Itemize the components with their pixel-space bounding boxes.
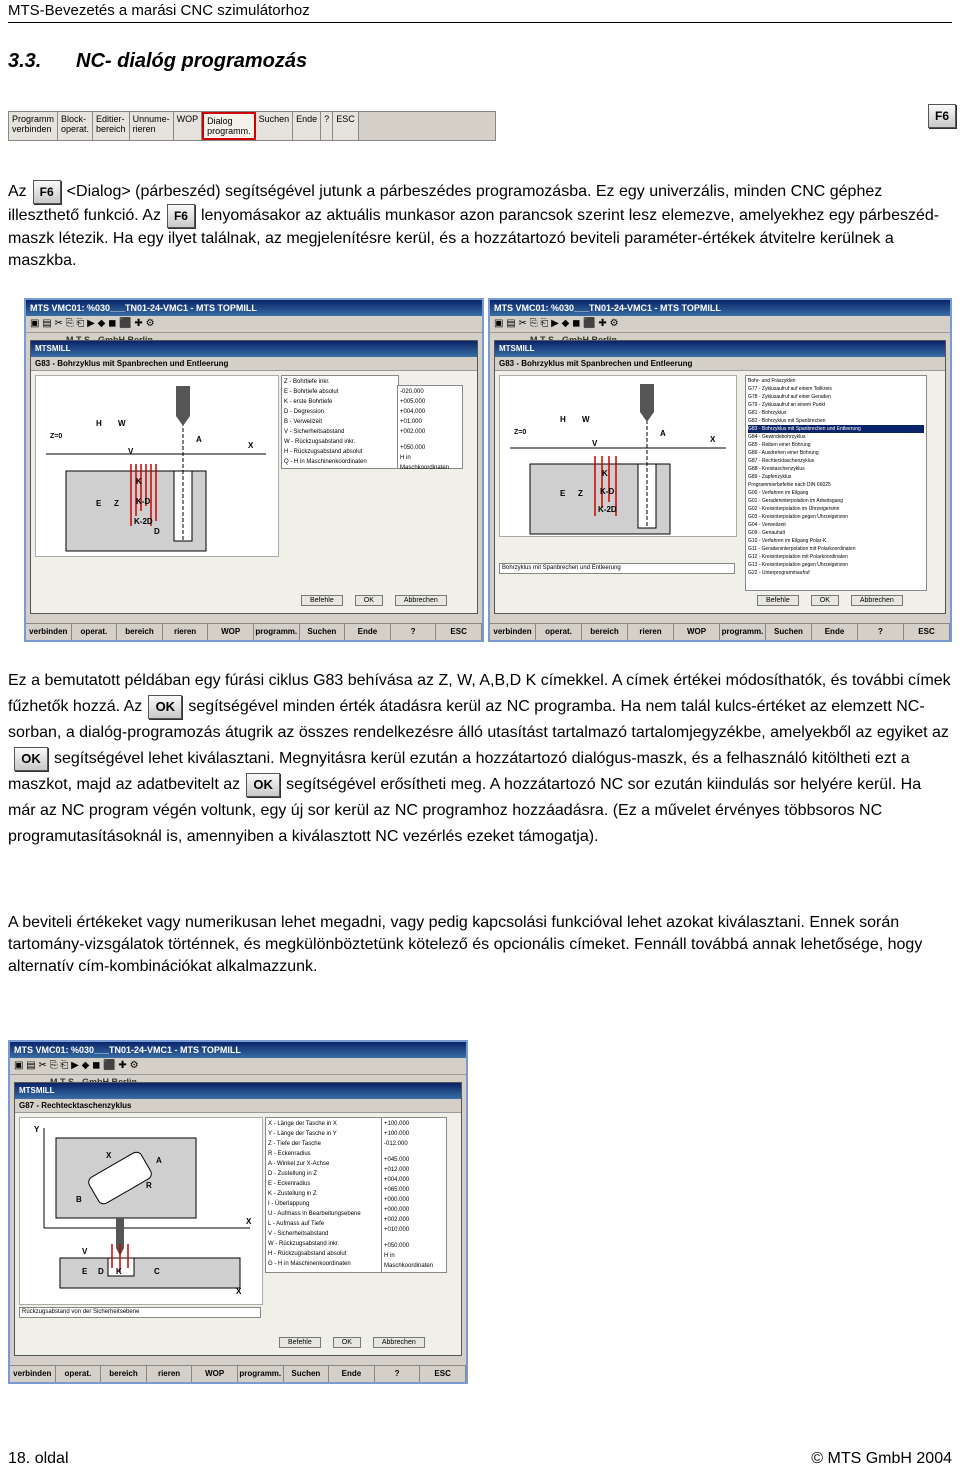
- parameter-row: Z - Tiefe der Tasche: [268, 1141, 321, 1147]
- softkey-5[interactable]: [174, 112, 203, 140]
- drill-diagram-svg: [500, 376, 736, 536]
- fkey-suchen[interactable]: Suchen: [766, 624, 812, 640]
- parameter-row: U - Aufmass in Bearbeitungsebene: [268, 1211, 361, 1217]
- command-list-item: G11 - Geradeninterpolation mit Polarkoordinaten: [748, 546, 856, 552]
- fkey-bereich[interactable]: bereich: [101, 1366, 147, 1382]
- pocket-diagram-svg: [20, 1118, 262, 1304]
- ok-key-icon: OK: [14, 747, 48, 771]
- command-list-item: G86 - Ausdrehen einer Bohrung: [748, 450, 819, 456]
- command-list-item: G03 - Kreisinterpolation gegen Uhrzeigersinn: [748, 514, 849, 520]
- parameter-value: +000.000: [384, 1207, 410, 1213]
- parameter-value: +005.000: [400, 399, 426, 405]
- svg-text:X: X: [246, 1217, 252, 1226]
- svg-text:X: X: [710, 435, 716, 444]
- window-titlebar: MTS VMC01: %030___TN01-24-VMC1 - MTS TOPMILL: [26, 300, 482, 316]
- dialog-buttons: [301, 595, 447, 606]
- parameter-value: +100.000: [384, 1121, 410, 1127]
- fkey-wop[interactable]: WOP: [208, 624, 254, 640]
- pocket-cycle-drawing: [19, 1117, 263, 1305]
- paragraph-intro: [8, 180, 952, 272]
- fkey-wop[interactable]: WOP: [674, 624, 720, 640]
- parameter-row: E - Eckenradius: [268, 1181, 311, 1187]
- svg-text:E: E: [560, 489, 566, 498]
- section-heading: [8, 50, 307, 73]
- dialog-cycle-title: G83 - Bohrzyklus mit Spanbrechen und Entleerung: [495, 357, 945, 371]
- fkey-operat[interactable]: operat.: [72, 624, 118, 640]
- fkey-ende[interactable]: Ende: [812, 624, 858, 640]
- status-hint: Bohrzyklus mit Spanbrechen und Entleerung: [499, 563, 735, 574]
- window-titlebar: MTS VMC01: %030___TN01-24-VMC1 - MTS TOPMILL: [490, 300, 950, 316]
- parameter-value: +000.000: [384, 1197, 410, 1203]
- svg-text:B: B: [76, 1195, 82, 1204]
- parameter-value: +004.000: [384, 1177, 410, 1183]
- svg-text:Z=0: Z=0: [50, 433, 63, 440]
- parameter-row: V - Sicherheitsabstand: [284, 429, 345, 435]
- command-list-item: G13 - Kreisinterpolation gegen Uhrzeigersinn: [748, 562, 849, 568]
- svg-text:R: R: [146, 1181, 152, 1190]
- fkey-suchen[interactable]: Suchen: [300, 624, 346, 640]
- command-list-item: G79 - Zyklusaufruf an einem Punkt: [748, 402, 826, 408]
- softkey-label-1: WOP: [176, 114, 199, 124]
- fkey-esc[interactable]: ESC: [420, 1366, 466, 1382]
- softkey-label-1: ESC: [336, 114, 355, 124]
- fkey-programm[interactable]: programm.: [720, 624, 766, 640]
- parameter-value: +050.000: [400, 445, 426, 451]
- svg-text:H: H: [96, 419, 102, 428]
- svg-text:H: H: [560, 415, 566, 424]
- command-list-item: G10 - Verfahren im Eilgang Polar-K.: [748, 538, 828, 544]
- page-header: MTS-Bevezetés a marási CNC szimulátorhoz: [8, 2, 310, 19]
- svg-text:X: X: [236, 1287, 242, 1296]
- drilling-cycle-drawing: [499, 375, 737, 537]
- svg-text:A: A: [196, 435, 202, 444]
- parameter-row: B - Verweilzeit: [284, 419, 323, 425]
- softkey-label-1: Programm: [12, 114, 55, 124]
- command-list-item: G84 - Gewindebohrzyklus: [748, 434, 806, 440]
- header-divider: [8, 22, 952, 23]
- help-button[interactable]: Befehle: [301, 595, 343, 606]
- svg-text:D: D: [154, 527, 160, 536]
- softkey-label-1: ?: [324, 114, 330, 124]
- fkey-wop[interactable]: WOP: [192, 1366, 238, 1382]
- parameter-value: +012.000: [384, 1167, 410, 1173]
- dialog-titlebar: MTSMILL: [15, 1083, 461, 1099]
- softkey-label-1: Unnume-: [132, 114, 170, 124]
- screenshot-g87-dialog: [8, 1040, 468, 1384]
- fkey-help[interactable]: ?: [858, 624, 904, 640]
- parameter-row: D - Degression: [284, 409, 325, 415]
- parameter-row: H - Rückzugsabstand absolut: [268, 1251, 347, 1257]
- para1-text-a: Az: [8, 183, 27, 201]
- parameter-row: I - Überlappung: [268, 1201, 310, 1207]
- cancel-button[interactable]: Abbrechen: [373, 1337, 425, 1348]
- softkey-3[interactable]: [93, 112, 130, 140]
- fkey-programm[interactable]: programm.: [254, 624, 300, 640]
- fkey-esc[interactable]: ESC: [904, 624, 950, 640]
- function-key-bar: [490, 623, 950, 640]
- fkey-help[interactable]: ?: [375, 1366, 421, 1382]
- svg-text:X: X: [106, 1151, 112, 1160]
- fkey-help[interactable]: ?: [391, 624, 437, 640]
- section-number: 3.3.: [8, 50, 42, 72]
- svg-text:W: W: [118, 419, 126, 428]
- svg-text:V: V: [82, 1247, 88, 1256]
- copyright: © MTS GmbH 2004: [811, 1450, 952, 1467]
- svg-text:E: E: [82, 1267, 88, 1276]
- para2-text-f: segítségével erősítheti meg. A hozzátartozó NC sor ezután kiindulás sor helyére kerül. Ha már az NC program végén voltunk, egy új sor kerül az NC programhoz hozzáadásra. (Ez a művelet érvényes többsoros NC programutasításoknál is, amennyiben a kiválasztott NC vezérlés ezeket támogatja).: [8, 776, 922, 845]
- parameter-row: Z - Bohrtiefe inkr.: [284, 379, 330, 385]
- toolbar: ▣ ▤ ✂ ⎘ ⎗ ▶ ◆ ◼ ⬛ ✚ ⚙: [10, 1058, 466, 1075]
- svg-text:K-D: K-D: [136, 497, 151, 506]
- parameter-value: +002.000: [384, 1217, 410, 1223]
- command-list-item: G02 - Kreisinterpolation im Uhrzeigersinn: [748, 506, 840, 512]
- parameter-values: [381, 1117, 447, 1273]
- drill-diagram-svg: [36, 376, 278, 556]
- softkey-label-2: programm.: [207, 126, 251, 136]
- para2-text-c: Ha nem talál kulcs-értéket az elemzett NC-sorban, a dialóg-programozás átugrik az összes rendelkezésre álló utasítást tartalmazó tartalomjegyzékbe, amelyekből az egyiket az: [8, 698, 949, 741]
- function-key-bar: [26, 623, 482, 640]
- fkey-bereich[interactable]: bereich: [117, 624, 163, 640]
- softkey-8[interactable]: [293, 112, 321, 140]
- parameter-row: Q - H in Maschinenkoordinaten: [284, 459, 367, 465]
- svg-text:Z: Z: [578, 489, 583, 498]
- para1-text-c: lenyomásakor az aktuális munkasor azon parancsok szerint lesz elemezve, amelyekhez egy párbeszéd-maszk létezik. Ha egy ilyet találnak, az megjelenítésre kerül, és a hozzátartozó beviteli paraméter-értékek átvitelre kerülnek a maszkba.: [8, 207, 940, 269]
- parameter-list: [265, 1117, 383, 1273]
- parameter-value: +010.000: [384, 1227, 410, 1233]
- fkey-verbinden[interactable]: verbinden: [490, 624, 536, 640]
- parameter-row: X - Länge der Tasche in X: [268, 1121, 337, 1127]
- parameter-value: -020.000: [400, 389, 424, 395]
- softkey-label-1: Editier-: [96, 114, 125, 124]
- screenshot-command-list: [488, 298, 952, 642]
- page-number: 18. oldal: [8, 1450, 69, 1467]
- command-list-item: G81 - Bohrzyklus: [748, 410, 787, 416]
- parameter-row: Y - Länge der Tasche in Y: [268, 1131, 337, 1137]
- svg-text:Z: Z: [114, 499, 119, 508]
- parameter-values: [397, 385, 463, 469]
- ok-key-icon: OK: [148, 695, 182, 719]
- parameter-row: V - Sicherheitsabstand: [268, 1231, 329, 1237]
- toolbar: ▣ ▤ ✂ ⎘ ⎗ ▶ ◆ ◼ ⬛ ✚ ⚙: [26, 316, 482, 333]
- dialog-cycle-title: G87 - Rechtecktaschenzyklus: [15, 1099, 461, 1113]
- command-list-item: G78 - Zyklusaufruf auf einer Geraden: [748, 394, 831, 400]
- dialog-window: [30, 340, 478, 614]
- cancel-button[interactable]: Abbrechen: [395, 595, 447, 606]
- parameter-value: +004.000: [400, 409, 426, 415]
- softkey-label-2: rieren: [132, 124, 156, 134]
- dialog-titlebar: MTSMILL: [495, 341, 945, 357]
- para2-text-a: Ez a bemutatott példában egy fúrási ciklus G83 behívása az Z, W, A,B,D K címekkel. A címek értékei módosíthatók, és további címek fűzhetők hozzá. Az: [8, 672, 951, 715]
- parameter-row: W - Rückzugsabstand inkr.: [284, 439, 356, 445]
- window-titlebar: MTS VMC01: %030___TN01-24-VMC1 - MTS TOPMILL: [10, 1042, 466, 1058]
- command-list-item: G12 - Kreisinterpolation mit Polarkoordinaten: [748, 554, 848, 560]
- softkey-7[interactable]: [256, 112, 294, 140]
- para2-text-d: segítségével lehet kiválasztani.: [54, 750, 275, 767]
- svg-text:E: E: [96, 499, 102, 508]
- svg-text:X: X: [248, 441, 254, 450]
- fkey-operat[interactable]: operat.: [56, 1366, 102, 1382]
- fkey-ende[interactable]: Ende: [329, 1366, 375, 1382]
- svg-text:K-D: K-D: [600, 487, 615, 496]
- command-list-item: G83 - Bohrzyklus mit Spanbrechen und Entleerung: [748, 425, 924, 433]
- fkey-rieren[interactable]: rieren: [163, 624, 209, 640]
- paragraph-explanation: [8, 668, 952, 850]
- fkey-ende[interactable]: Ende: [345, 624, 391, 640]
- svg-text:K-2D: K-2D: [134, 517, 153, 526]
- command-list-item: G82 - Bohrzyklus mit Spanbrechen: [748, 418, 826, 424]
- softkey-label-1: Block-: [61, 114, 87, 124]
- svg-text:W: W: [582, 415, 590, 424]
- parameter-row: K - erste Bohrtiefe: [284, 399, 333, 405]
- command-list-item: G89 - Zapfenzyklus: [748, 474, 792, 480]
- dialog-buttons: [279, 1337, 425, 1348]
- dialog-window: [14, 1082, 462, 1356]
- parameter-row: L - Aufmass auf Tiefe: [268, 1221, 325, 1227]
- parameter-row: E - Bohrtiefe absolut: [284, 389, 339, 395]
- softkey-bar: [8, 111, 496, 141]
- parameter-value: +01.000: [400, 419, 422, 425]
- drilling-cycle-drawing: [35, 375, 279, 557]
- command-list-item: G85 - Reiben einer Bohrung: [748, 442, 811, 448]
- fkey-rieren[interactable]: rieren: [628, 624, 674, 640]
- parameter-value: +065.000: [384, 1187, 410, 1193]
- svg-text:V: V: [128, 447, 134, 456]
- softkey-label-2: operat.: [61, 124, 90, 134]
- parameter-list: [281, 375, 399, 469]
- command-list[interactable]: [745, 375, 927, 591]
- parameter-row: D - Zustellung in Z: [268, 1171, 318, 1177]
- softkey-6[interactable]: [202, 112, 256, 140]
- softkey-label-1: Suchen: [258, 114, 290, 124]
- fkey-suchen[interactable]: Suchen: [284, 1366, 330, 1382]
- parameter-row: G - H in Maschinenkoordinaten: [268, 1261, 351, 1267]
- ok-key-icon: OK: [246, 773, 280, 797]
- parameter-value: +002.000: [400, 429, 426, 435]
- svg-text:C: C: [154, 1267, 160, 1276]
- fkey-programm[interactable]: programm.: [238, 1366, 284, 1382]
- dialog-buttons: [757, 595, 903, 606]
- help-button[interactable]: Befehle: [757, 595, 799, 606]
- section-title: NC- dialóg programozás: [76, 50, 308, 72]
- parameter-value: H in Maschkoordinaten: [384, 1253, 434, 1269]
- softkey-label-1: Dialog: [207, 116, 233, 126]
- parameter-row: R - Eckenradius: [268, 1151, 311, 1157]
- parameter-value: H in Maschkoordinaten: [400, 455, 450, 471]
- fkey-esc[interactable]: ESC: [436, 624, 482, 640]
- svg-text:V: V: [592, 439, 598, 448]
- softkey-10[interactable]: [333, 112, 359, 140]
- svg-text:D: D: [98, 1267, 104, 1276]
- para1-text-b: <Dialog> (párbeszéd) segítségével jutunk a párbeszédes programozásba. Ez egy univerzális, minden CNC géphez illeszthető funkció. Az: [8, 183, 883, 225]
- parameter-row: A - Winkel zur X-Achse: [268, 1161, 330, 1167]
- softkey-1[interactable]: [9, 112, 58, 140]
- fkey-verbinden[interactable]: verbinden: [26, 624, 72, 640]
- screenshot-g83-dialog: [24, 298, 484, 642]
- softkey-2[interactable]: [58, 112, 93, 140]
- f6-key-icon: F6: [167, 204, 195, 228]
- para2-text-e: Megnyitásra kerül ezután a hozzátartozó dialógus-maszk, és a felhasználó kitöltheti ezt a maszkot, majd az adatbevitelt az: [8, 750, 910, 793]
- command-list-item: Bohr- und Fräszyklen: [748, 378, 796, 384]
- status-hint: Rückzugsabstand von der Sicherheitsebene: [19, 1307, 261, 1318]
- svg-text:A: A: [660, 429, 666, 438]
- parameter-row: K - Zustellung in Z: [268, 1191, 317, 1197]
- svg-text:Y: Y: [34, 1125, 40, 1134]
- fkey-verbinden[interactable]: verbinden: [10, 1366, 56, 1382]
- svg-text:Z=0: Z=0: [514, 429, 527, 436]
- svg-text:K: K: [136, 477, 142, 486]
- command-list-item: Programmierbefehle nach DIN 66025: [748, 482, 831, 488]
- parameter-value: +045.000: [384, 1157, 410, 1163]
- fkey-bereich[interactable]: bereich: [582, 624, 628, 640]
- help-button[interactable]: Befehle: [279, 1337, 321, 1348]
- f6-key-icon: F6: [928, 104, 956, 128]
- ok-button[interactable]: OK: [811, 595, 839, 606]
- dialog-titlebar: MTSMILL: [31, 341, 477, 357]
- parameter-value: +050.000: [384, 1243, 410, 1249]
- svg-text:K: K: [116, 1267, 122, 1276]
- svg-text:K: K: [602, 469, 608, 478]
- parameter-row: H - Rückzugsabstand absolut: [284, 449, 363, 455]
- command-list-item: G00 - Verfahren im Eilgang: [748, 490, 809, 496]
- ok-button[interactable]: OK: [355, 595, 383, 606]
- command-list-item: G01 - Geradeninterpolation im Arbeitsgang: [748, 498, 844, 504]
- softkey-label-1: Ende: [296, 114, 318, 124]
- para2-text-b: segítségével minden érték átadásra kerül az NC programba.: [188, 698, 617, 715]
- dialog-cycle-title: G83 - Bohrzyklus mit Spanbrechen und Entleerung: [31, 357, 477, 371]
- svg-text:A: A: [156, 1156, 162, 1165]
- f6-key-icon: F6: [33, 180, 61, 204]
- parameter-value: +100.000: [384, 1131, 410, 1137]
- softkey-4[interactable]: [130, 112, 174, 140]
- cancel-button[interactable]: Abbrechen: [851, 595, 903, 606]
- command-list-item: G88 - Kreistaschenzyklus: [748, 466, 805, 472]
- command-list-item: G22 - Unterprogrammaufruf: [748, 570, 810, 576]
- fkey-rieren[interactable]: rieren: [147, 1366, 193, 1382]
- fkey-operat[interactable]: operat.: [536, 624, 582, 640]
- command-list-item: G87 - Rechtecktaschenzyklus: [748, 458, 815, 464]
- svg-text:K-2D: K-2D: [598, 505, 617, 514]
- command-list-item: G77 - Zyklusaufruf auf einem Teilkreis: [748, 386, 832, 392]
- command-list-item: G09 - Genauhalt: [748, 530, 785, 536]
- softkey-9[interactable]: [321, 112, 333, 140]
- paragraph-input-values: A beviteli értékeket vagy numerikusan lehet megadni, vagy pedig kapcsolási funkcióval lehet azokat kiválasztani. Ennek során tartomány-vizsgálatok történnek, és megkülönböztetünk kötelező és opcionális címeket. Fennáll továbbá annak lehetősége, hogy alternatív cím-kombinációkat alkalmazzunk.: [8, 914, 923, 975]
- softkey-label-2: verbinden: [12, 124, 52, 134]
- function-key-bar: [10, 1365, 466, 1382]
- ok-button[interactable]: OK: [333, 1337, 361, 1348]
- parameter-value: -012.000: [384, 1141, 408, 1147]
- command-list-item: G04 - Verweilzeit: [748, 522, 786, 528]
- parameter-row: W - Rückzugsabstand inkr.: [268, 1241, 340, 1247]
- toolbar: ▣ ▤ ✂ ⎘ ⎗ ▶ ◆ ◼ ⬛ ✚ ⚙: [490, 316, 950, 333]
- softkey-label-2: bereich: [96, 124, 126, 134]
- dialog-window: [494, 340, 946, 614]
